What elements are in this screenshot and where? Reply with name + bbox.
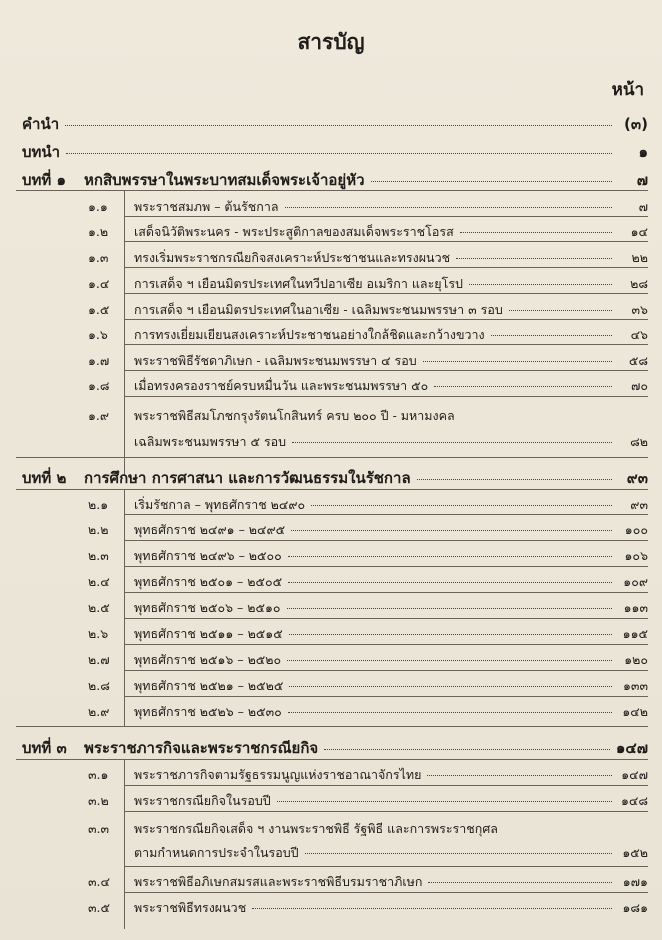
section-number: ๑.๓	[88, 250, 109, 265]
leader-dots	[289, 634, 612, 635]
toc-entry[interactable]	[22, 112, 648, 136]
leader-dots	[291, 530, 612, 531]
leader-dots	[469, 284, 612, 285]
section-title: พระราชพิธีสมโภชกรุงรัตนโกสินทร์ ครบ ๒๐๐ ปี - มหามงคล	[134, 408, 455, 423]
divider	[124, 540, 648, 541]
section-number: ๑.๕	[88, 302, 110, 317]
section-number: ๑.๙	[88, 408, 110, 423]
entry-page: ๙๓	[630, 497, 648, 512]
chapter-title: หกสิบพรรษาในพระบาทสมเด็จพระเจ้าอยู่หัว	[84, 171, 365, 189]
divider	[124, 267, 648, 268]
page-column-header: หน้า	[611, 80, 644, 100]
chapter-number: บทที่ ๒	[22, 469, 67, 487]
toc-entry[interactable]	[88, 791, 648, 811]
divider	[124, 618, 648, 619]
section-number: ๒.๕	[88, 600, 110, 615]
leader-dots	[427, 775, 612, 776]
leader-dots	[324, 749, 610, 750]
entry-page: ๗	[636, 171, 648, 189]
entry-page: ๑๐๙	[623, 574, 648, 589]
toc-entry[interactable]	[88, 702, 648, 722]
leader-dots	[66, 153, 612, 154]
entry-page: ๑๑๓	[623, 600, 648, 615]
leader-dots	[289, 686, 612, 687]
entry-page: ๑๔๗	[621, 767, 648, 782]
section-number: ๒.๓	[88, 548, 109, 563]
divider	[124, 370, 648, 371]
section-number: ๒.๘	[88, 678, 110, 693]
section-title: พุทธศักราช ๒๕๐๖ – ๒๕๑๐	[134, 600, 281, 615]
divider	[124, 293, 648, 294]
entry-page: ๑๐๐	[624, 522, 648, 537]
entry-page: ๑๓๓	[622, 678, 648, 693]
leader-dots	[460, 232, 612, 233]
divider	[124, 241, 648, 242]
section-number: ๒.๖	[88, 626, 109, 641]
divider	[124, 319, 648, 320]
toc-entry[interactable]	[88, 598, 648, 618]
section-title: พระราชกรณียกิจในรอบปี	[134, 793, 271, 808]
entry-page: ๑๔	[630, 224, 648, 239]
section-number: ๓.๔	[88, 874, 110, 889]
divider	[124, 644, 648, 645]
toc-entry[interactable]	[88, 406, 648, 426]
entry-page: ๑๗๑	[622, 874, 648, 889]
toc-entry[interactable]	[88, 351, 648, 371]
leader-dots	[287, 660, 612, 661]
divider	[124, 344, 648, 345]
chapter-entry[interactable]	[22, 466, 648, 490]
section-title: เริ่มรัชกาล – พุทธศักราช ๒๔๙๐	[134, 497, 306, 512]
entry-page: ๕๘	[628, 353, 648, 368]
toc-entry[interactable]	[88, 898, 648, 918]
section-number: ๑.๑	[88, 199, 108, 214]
leader-dots	[434, 386, 612, 387]
entry-page: ๘๒	[630, 434, 648, 449]
leader-dots	[417, 479, 612, 480]
toc-entry[interactable]	[88, 765, 648, 785]
section-title: พระราชพิธีอภิเษกสมรสและพระราชพิธีบรมราชาภิเษก	[134, 874, 423, 889]
section-number: ๓.๑	[88, 767, 109, 782]
entry-page: ๑๒๐	[624, 652, 648, 667]
section-title: ทรงเริ่มพระราชกรณียกิจสงเคราะห์ประชาชนและทรงผนวช	[134, 250, 451, 265]
toc-entry[interactable]	[88, 274, 648, 294]
section-title: เมื่อทรงครองราชย์ครบหมื่นวัน และพระชนมพรรษา ๕๐	[134, 378, 429, 393]
section-title: พุทธศักราช ๒๔๙๑ – ๒๔๙๕	[134, 522, 286, 537]
divider	[124, 514, 648, 515]
leader-dots	[288, 582, 612, 583]
toc-entry[interactable]	[88, 624, 648, 644]
divider	[124, 592, 648, 593]
section-title: การเสด็จ ฯ เยือนมิตรประเทศในทวีปอาเซีย อเมริกา และยุโรป	[134, 276, 463, 291]
chapter-title: พระราชภารกิจและพระราชกรณียกิจ	[84, 739, 319, 757]
section-title: พุทธศักราช ๒๕๒๖ – ๒๕๓๐	[134, 704, 282, 719]
section-number: ๓.๒	[88, 793, 109, 808]
section-number: ๒.๒	[88, 522, 109, 537]
section-title: พุทธศักราช ๒๕๑๖ – ๒๕๒๐	[134, 652, 282, 667]
entry-page: ๑	[638, 143, 648, 161]
section-number: ๑.๗	[88, 353, 110, 368]
section-title: พุทธศักราช ๒๕๒๑ – ๒๕๒๕	[134, 678, 284, 693]
entry-page: ๑๔๒	[622, 704, 648, 719]
section-title: พุทธศักราช ๒๕๑๑ – ๒๕๑๕	[134, 626, 283, 641]
section-number: ๒.๔	[88, 574, 110, 589]
toc-entry[interactable]	[88, 325, 648, 345]
divider	[124, 785, 648, 786]
divider	[16, 759, 648, 760]
divider	[16, 489, 648, 490]
entry-page: ๒๒	[631, 250, 648, 265]
leader-dots	[371, 181, 612, 182]
toc-entry[interactable]	[88, 376, 648, 396]
leader-dots	[292, 442, 612, 443]
section-title: เสด็จนิวัติพระนคร - พระประสูติกาลของสมเด็จพระราชโอรส	[134, 224, 454, 239]
leader-dots	[288, 712, 612, 713]
section-title: พระราชภารกิจตามรัฐธรรมนูญแห่งราชอาณาจักรไทย	[134, 767, 422, 782]
leader-dots	[491, 335, 612, 336]
divider	[124, 892, 648, 893]
entry-title: คำนำ	[22, 115, 60, 133]
entry-page: ๑๔๗	[615, 739, 648, 757]
section-number: ๑.๔	[88, 276, 110, 291]
leader-dots	[311, 505, 612, 506]
toc-entry[interactable]	[88, 197, 648, 217]
entry-page: ๗๐	[630, 378, 648, 393]
chapter-title: การศึกษา การศาสนา และการวัฒนธรรมในรัชกาล	[84, 469, 411, 487]
chapter-entry[interactable]	[22, 168, 648, 192]
entry-page: ๗	[638, 199, 648, 214]
toc-entry[interactable]	[88, 520, 648, 540]
divider	[124, 811, 648, 812]
leader-dots	[509, 310, 612, 311]
section-number: ๒.๙	[88, 704, 110, 719]
section-title: พระราชกรณียกิจเสด็จ ฯ งานพระราชพิธี รัฐพิธี และการพระราชกุศล	[134, 821, 498, 836]
toc-entry[interactable]	[88, 819, 648, 839]
entry-page: ๑๐๖	[624, 548, 648, 563]
entry-page: ๙๓	[626, 469, 648, 487]
entry-page: (๓)	[624, 115, 648, 133]
entry-page: ๓๖	[631, 302, 648, 317]
leader-dots	[65, 125, 612, 126]
toc-entry[interactable]	[88, 546, 648, 566]
section-title: พุทธศักราช ๒๕๐๑ – ๒๕๐๕	[134, 574, 283, 589]
leader-dots	[288, 556, 612, 557]
toc-entry[interactable]	[88, 872, 648, 892]
section-title: พุทธศักราช ๒๔๙๖ – ๒๕๐๐	[134, 548, 282, 563]
toc-entry[interactable]	[22, 140, 648, 164]
section-title-continued: ตามกำหนดการประจำในรอบปี	[134, 845, 299, 860]
section-title: พระราชสมภพ – ต้นรัชกาล	[134, 199, 279, 214]
section-number: ๑.๘	[88, 378, 110, 393]
chapter-entry[interactable]	[22, 736, 648, 760]
entry-page: ๑๑๕	[622, 626, 648, 641]
entry-title: บทนำ	[22, 143, 61, 161]
entry-page: ๑๔๘	[620, 793, 648, 808]
divider	[124, 670, 648, 671]
section-number: ๓.๓	[88, 821, 110, 836]
leader-dots	[456, 258, 612, 259]
section-number: ๒.๑	[88, 497, 109, 512]
entry-page: ๔๖	[630, 327, 648, 342]
entry-page: ๒๘	[630, 276, 648, 291]
toc-entry[interactable]	[88, 572, 648, 592]
entry-page: ๑๕๒	[622, 845, 648, 860]
chapter-number: บทที่ ๓	[22, 739, 67, 757]
leader-dots	[287, 608, 612, 609]
leader-dots	[428, 882, 612, 883]
divider	[124, 566, 648, 567]
toc-entry[interactable]	[88, 248, 648, 268]
divider	[124, 696, 648, 697]
divider	[124, 216, 648, 217]
leader-dots	[285, 207, 612, 208]
section-title: พระราชพิธีรัชดาภิเษก - เฉลิมพระชนมพรรษา ๔ รอบ	[134, 353, 417, 368]
toc-entry[interactable]	[88, 300, 648, 320]
toc-entry-continuation[interactable]	[134, 432, 648, 452]
toc-entry[interactable]	[88, 222, 648, 242]
toc-entry[interactable]	[88, 676, 648, 696]
section-title-continued: เฉลิมพระชนมพรรษา ๕ รอบ	[134, 434, 287, 449]
section-number: ๑.๒	[88, 224, 109, 239]
page-title: สารบัญ	[297, 30, 365, 54]
section-number: ๓.๕	[88, 900, 110, 915]
leader-dots	[423, 361, 612, 362]
divider	[124, 866, 648, 867]
section-title: การทรงเยี่ยมเยียนสงเคราะห์ประชาชนอย่างใกล้ชิดและกว้างขวาง	[134, 327, 485, 342]
leader-dots	[305, 853, 612, 854]
section-number: ๑.๖	[88, 327, 108, 342]
section-number: ๒.๗	[88, 652, 110, 667]
toc-entry-continuation[interactable]	[134, 843, 648, 863]
divider	[124, 396, 648, 397]
section-title: การเสด็จ ฯ เยือนมิตรประเทศในอาเซีย - เฉลิมพระชนมพรรษา ๓ รอบ	[134, 302, 503, 317]
divider	[16, 190, 648, 191]
divider	[16, 457, 648, 458]
chapter-number: บทที่ ๑	[22, 171, 67, 189]
divider	[16, 726, 648, 727]
toc-entry[interactable]	[88, 650, 648, 670]
entry-page: ๑๘๑	[622, 900, 648, 915]
toc-entry[interactable]	[88, 495, 648, 515]
leader-dots	[277, 801, 612, 802]
section-title: พระราชพิธีทรงผนวช	[134, 900, 247, 915]
leader-dots	[252, 908, 612, 909]
